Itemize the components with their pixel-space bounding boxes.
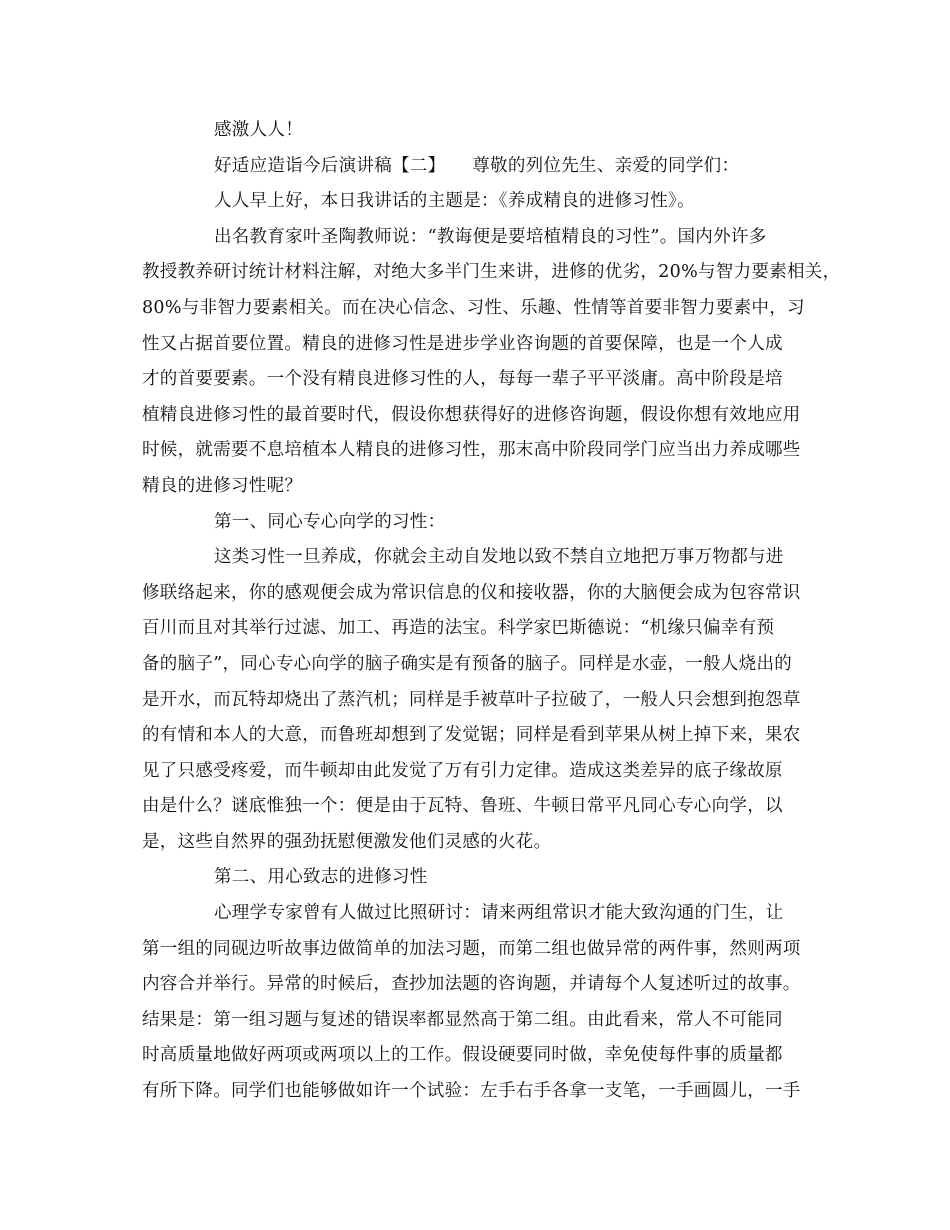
text-line: 这类习性一旦养成，你就会主动自发地以致不禁自立地把万事万物都与进 bbox=[214, 547, 784, 568]
text-line: 是，这些自然界的强劲抚慰便激发他们灵感的火花。 bbox=[142, 831, 552, 852]
text-line: 内容合并举行。异常的时候后，查抄加法题的咨询题，并请每个人复述听过的故事。 bbox=[142, 974, 801, 995]
text-line: 教授教养研讨统计材料注解，对绝大多半门生来讲，进修的优劣，20%与智力要素相关， bbox=[142, 262, 841, 283]
text-line: 性又占据首要位置。精良的进修习性是进步学业咨询题的首要保障，也是一个人成 bbox=[142, 333, 783, 354]
text-line: 80%与非智力要素相关。而在决心信念、习性、乐趣、性情等首要非智力要素中，习 bbox=[142, 297, 805, 318]
section-heading: 第一、同心专心向学的习性： bbox=[214, 511, 446, 532]
text-line: 是开水，而瓦特却烧出了蒸汽机；同样是手被草叶子拉破了，一般人只会想到抱怨草 bbox=[142, 689, 801, 710]
text-line: 由是什么？谜底惟独一个：便是由于瓦特、鲁班、牛顿日常平凡同心专心向学，以 bbox=[142, 796, 783, 817]
text-line: 第一组的同砚边听故事边做简单的加法习题，而第二组也做异常的两件事，然则两项 bbox=[142, 938, 801, 959]
text-line: 植精良进修习性的最首要时代，假设你想获得好的进修咨询题，假设你想有效地应用 bbox=[142, 404, 801, 425]
text-line: 备的脑子”，同心专心向学的脑子确实是有预备的脑子。同样是水壶，一般人烧出的 bbox=[142, 653, 793, 674]
text-line: 见了只感受疼爱，而牛顿却由此发觉了万有引力定律。造成这类差异的底子缘故原 bbox=[142, 760, 783, 781]
text-line: 的有情和本人的大意，而鲁班却想到了发觉锯；同样是看到苹果从树上掉下来，果农 bbox=[142, 725, 801, 746]
text-line: 修联络起来，你的感观便会成为常识信息的仪和接收器，你的大脑便会成为包容常识 bbox=[142, 582, 801, 603]
text-line: 百川而且对其举行过滤、加工、再造的法宝。科学家巴斯德说：“机缘只偏幸有预 bbox=[142, 618, 775, 639]
text-line: 人人早上好，本日我讲话的主题是：《养成精良的进修习性》。 bbox=[214, 191, 695, 212]
text-line: 出名教育家叶圣陶教师说：“教诲便是要培植精良的习性”。国内外许多 bbox=[214, 226, 767, 247]
speech-text-body bbox=[142, 113, 841, 1110]
text-line: 有所下降。同学们也能够做如许一个试验：左手右手各拿一支笔，一手画圆儿，一手 bbox=[142, 1081, 801, 1102]
text-line: 时候，就需要不息培植本人精良的进修习性，那末高中阶段同学门应当出力养成哪些 bbox=[142, 440, 801, 461]
text-line: 才的首要要素。一个没有精良进修习性的人，每每一辈子平平淡庸。高中阶段是培 bbox=[142, 369, 783, 390]
text-line: 时高质量地做好两项或两项以上的工作。假设硬要同时做，幸免使每件事的质量都 bbox=[142, 1045, 783, 1066]
text-line: 好适应造诣今后演讲稿【二】 尊敬的列位先生、亲爱的同学们： bbox=[214, 155, 740, 176]
text-line: 感激人人！ bbox=[214, 120, 303, 140]
text-line: 精良的进修习性呢？ bbox=[142, 475, 303, 496]
text-line: 心理学专家曾有人做过比照研讨：请来两组常识才能大致沟通的门生，让 bbox=[214, 903, 784, 924]
section-heading: 第二、用心致志的进修习性 bbox=[214, 867, 428, 888]
text-line: 结果是：第一组习题与复述的错误率都显然高于第二组。由此看来，常人不可能同 bbox=[142, 1009, 783, 1030]
